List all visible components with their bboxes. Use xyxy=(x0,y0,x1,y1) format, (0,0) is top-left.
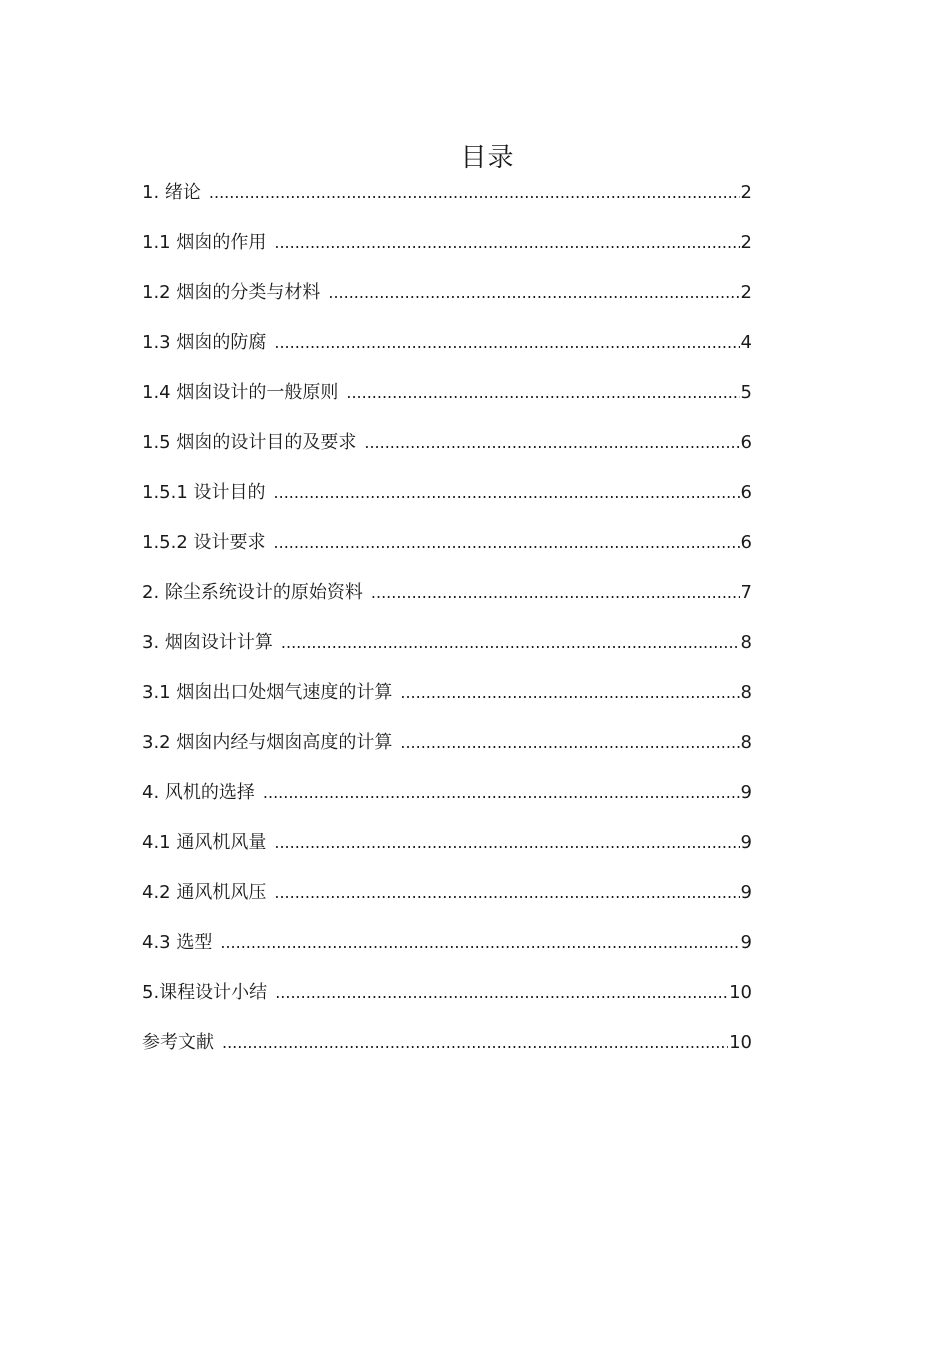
toc-entry[interactable] xyxy=(142,678,752,728)
toc-page-number: 9 xyxy=(740,832,752,853)
toc-leader-dots xyxy=(263,778,740,808)
toc-entry-text: 3.2 烟囱内经与烟囱高度的计算 xyxy=(142,732,393,753)
toc-page-number: 6 xyxy=(740,432,752,453)
toc-entry[interactable] xyxy=(142,478,752,528)
toc-entry-text: 1.1 烟囱的作用 xyxy=(142,232,267,253)
toc-leader-dots xyxy=(346,378,739,408)
toc-leader-dots xyxy=(328,278,739,308)
toc-leader-dots xyxy=(222,1028,728,1058)
toc-entry[interactable] xyxy=(142,728,752,778)
toc-entry[interactable] xyxy=(142,828,752,878)
toc-page-number: 2 xyxy=(740,182,752,203)
toc-entry-text: 1. 绪论 xyxy=(142,182,201,203)
toc-entry-text: 参考文献 xyxy=(142,1032,214,1053)
toc-leader-dots xyxy=(364,428,739,458)
toc-page-number: 2 xyxy=(740,282,752,303)
toc-entry[interactable] xyxy=(142,978,752,1028)
toc-entry[interactable] xyxy=(142,578,752,628)
toc-entry-text: 1.3 烟囱的防腐 xyxy=(142,332,267,353)
toc-leader-dots xyxy=(274,328,739,358)
toc-page-number: 6 xyxy=(740,532,752,553)
toc-leader-dots xyxy=(371,578,740,608)
toc-page-number: 5 xyxy=(740,382,752,403)
toc-page-number: 9 xyxy=(740,932,752,953)
toc-leader-dots xyxy=(274,878,739,908)
toc-entry[interactable] xyxy=(142,778,752,828)
toc-page-number: 9 xyxy=(740,782,752,803)
toc-entry[interactable] xyxy=(142,378,752,428)
toc-page-number: 8 xyxy=(740,732,752,753)
toc-entry-text: 4.2 通风机风压 xyxy=(142,882,267,903)
toc-entry-text: 3.1 烟囱出口处烟气速度的计算 xyxy=(142,682,393,703)
toc-entry-text: 1.5.1 设计目的 xyxy=(142,482,266,503)
toc-page-number: 8 xyxy=(740,682,752,703)
toc-entry-text: 4. 风机的选择 xyxy=(142,782,255,803)
toc-entry-text: 2. 除尘系统设计的原始资料 xyxy=(142,582,363,603)
toc-entry[interactable] xyxy=(142,928,752,978)
toc-leader-dots xyxy=(274,528,740,558)
toc-page-number: 7 xyxy=(740,582,752,603)
toc-leader-dots xyxy=(275,978,728,1008)
toc-page-number: 8 xyxy=(740,632,752,653)
page-title: 目录 xyxy=(460,143,515,174)
toc-leader-dots xyxy=(220,928,739,958)
toc-entry[interactable] xyxy=(142,178,752,228)
toc-entry[interactable] xyxy=(142,628,752,678)
toc-leader-dots xyxy=(400,728,739,758)
toc-leader-dots xyxy=(209,178,740,208)
toc-page-number: 6 xyxy=(740,482,752,503)
toc-leader-dots xyxy=(274,828,739,858)
toc-entry[interactable] xyxy=(142,528,752,578)
toc-entry-text: 5.课程设计小结 xyxy=(142,982,268,1003)
toc-page-number: 9 xyxy=(740,882,752,903)
toc-leader-dots xyxy=(400,678,739,708)
toc-entry-text: 1.5 烟囱的设计目的及要求 xyxy=(142,432,357,453)
toc-entry[interactable] xyxy=(142,228,752,278)
toc-leader-dots xyxy=(274,478,740,508)
toc-page-number: 10 xyxy=(729,982,752,1003)
toc-entry[interactable] xyxy=(142,1028,752,1078)
toc-entry[interactable] xyxy=(142,878,752,928)
toc-entry-text: 1.5.2 设计要求 xyxy=(142,532,266,553)
toc-entry-text: 4.3 选型 xyxy=(142,932,213,953)
toc-page-number: 2 xyxy=(740,232,752,253)
toc-page-number: 10 xyxy=(729,1032,752,1053)
toc-entry-text: 1.2 烟囱的分类与材料 xyxy=(142,282,321,303)
table-of-contents xyxy=(142,178,752,1078)
toc-page-number: 4 xyxy=(740,332,752,353)
toc-entry[interactable] xyxy=(142,278,752,328)
toc-entry[interactable] xyxy=(142,428,752,478)
toc-entry-text: 3. 烟囱设计计算 xyxy=(142,632,273,653)
toc-entry[interactable] xyxy=(142,328,752,378)
toc-leader-dots xyxy=(281,628,740,658)
toc-entry-text: 4.1 通风机风量 xyxy=(142,832,267,853)
toc-leader-dots xyxy=(274,228,739,258)
toc-entry-text: 1.4 烟囱设计的一般原则 xyxy=(142,382,339,403)
